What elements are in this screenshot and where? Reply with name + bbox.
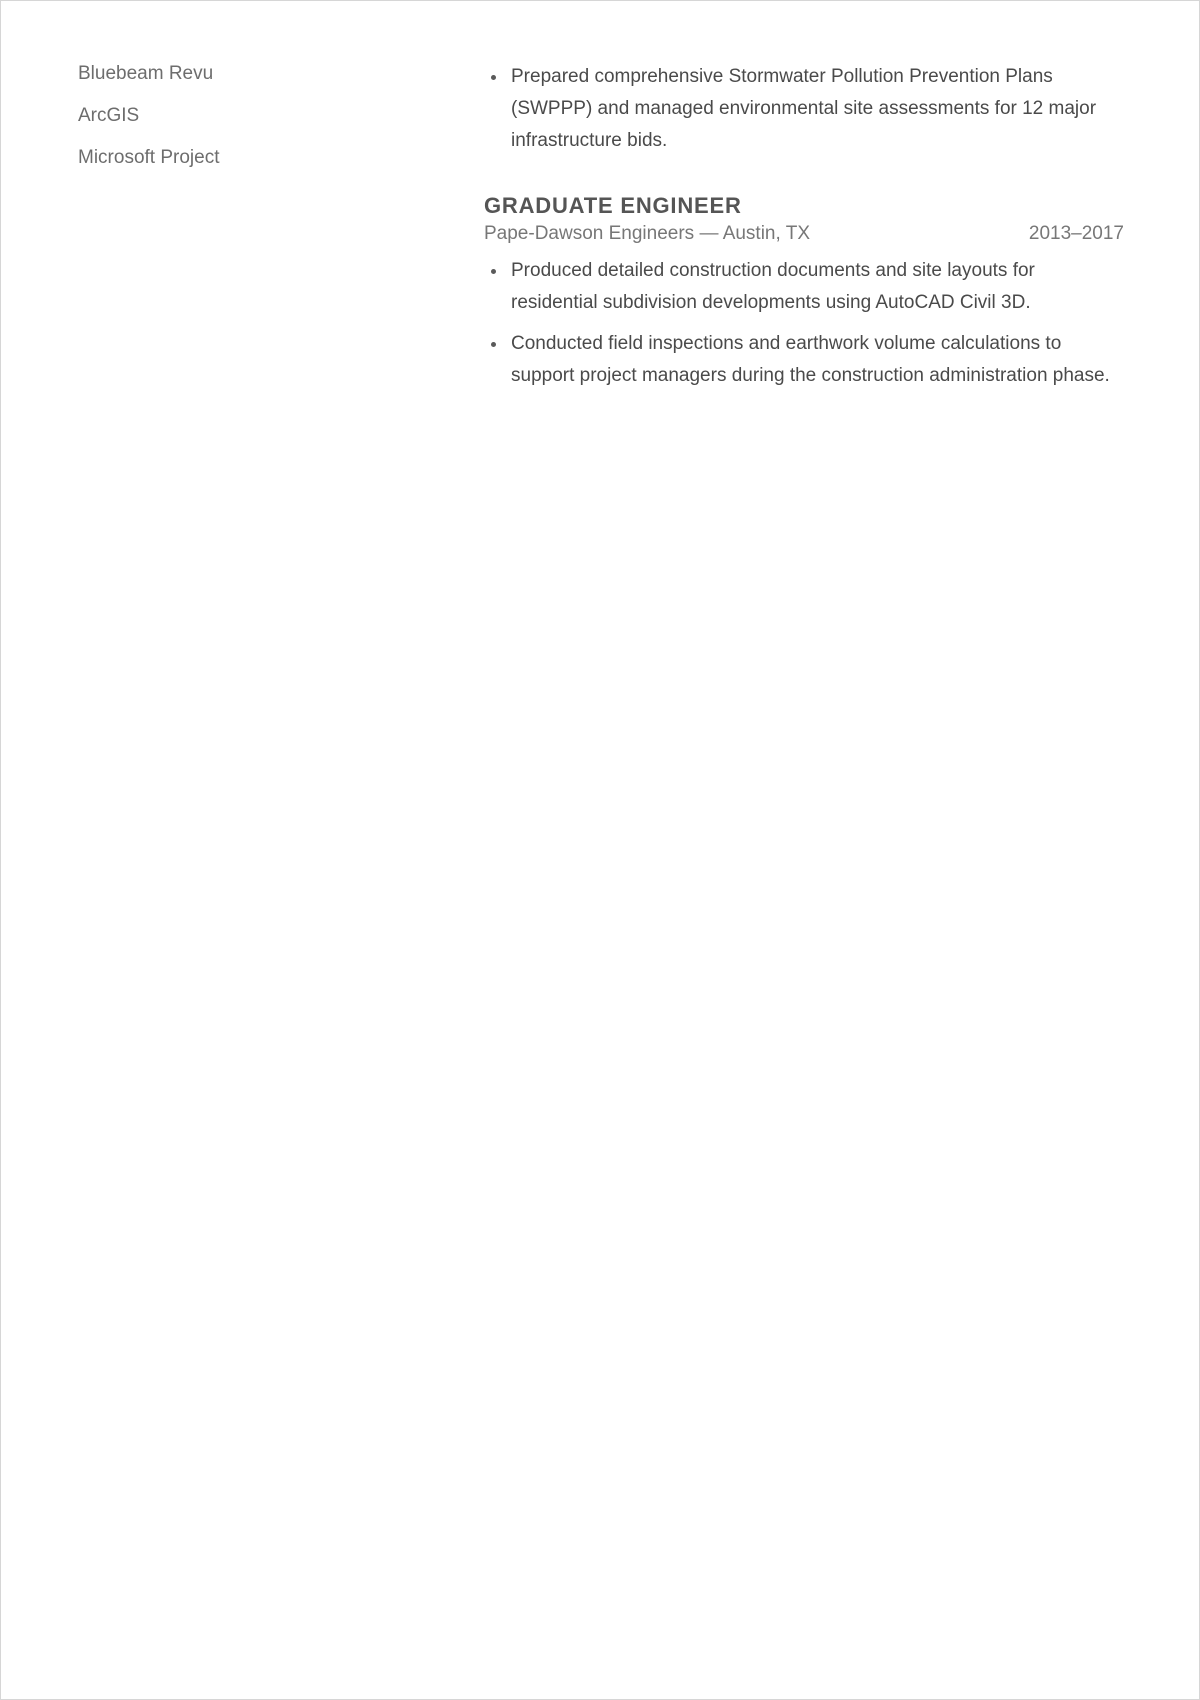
skill-item: ArcGIS (78, 105, 140, 126)
job-bullets (484, 255, 1124, 392)
job-company: Pape-Dawson Engineers — Austin, TX (484, 223, 810, 244)
skill-item: Bluebeam Revu (78, 63, 214, 84)
experience-section (484, 61, 1124, 401)
skills-list (78, 61, 398, 187)
job-entry (484, 193, 1124, 392)
bullet-item: Conducted field inspections and earthwork volume calculations to support project managers during the construction administration phase. (484, 328, 1124, 392)
job-dates: 2013–2017 (1028, 223, 1124, 244)
skill-item: Microsoft Project (78, 147, 220, 168)
job-meta (484, 221, 1124, 247)
job-title: GRADUATE ENGINEER (484, 193, 742, 218)
previous-job-bullets (484, 61, 1124, 157)
bullet-item: Prepared comprehensive Stormwater Pollution Prevention Plans (SWPPP) and managed environmental site assessments for 12 major infrastructure bids. (484, 61, 1124, 157)
bullet-item: Produced detailed construction documents and site layouts for residential subdivision developments using AutoCAD Civil 3D. (484, 255, 1124, 319)
